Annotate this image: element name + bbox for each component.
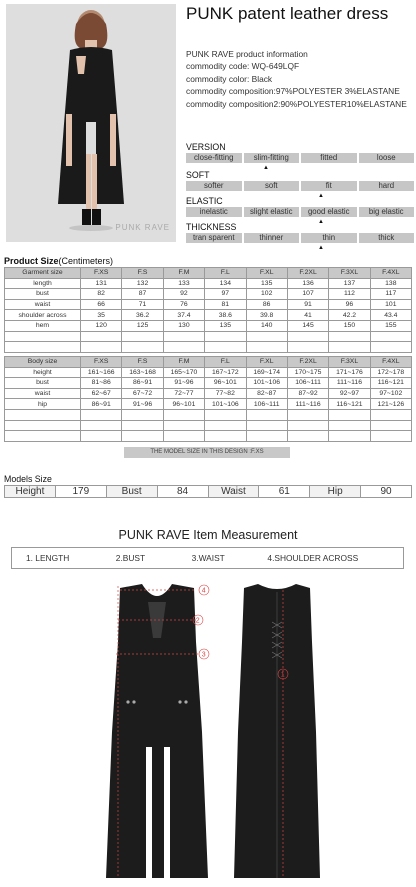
table-cell: 91~96	[122, 399, 163, 410]
table-cell	[370, 420, 411, 431]
table-cell	[287, 431, 328, 442]
table-cell	[329, 431, 370, 442]
table-cell: 134	[205, 278, 246, 289]
table-cell	[205, 331, 246, 342]
models-cell: 179	[56, 486, 107, 497]
table-cell: 91~96	[163, 378, 204, 389]
table-header-cell: F.S	[122, 357, 163, 368]
table-cell	[163, 420, 204, 431]
scale-option: slight elastic	[244, 207, 300, 217]
table-row	[5, 431, 412, 442]
table-cell: 121~126	[370, 399, 411, 410]
table-cell: 111~116	[329, 378, 370, 389]
models-size-row	[4, 485, 412, 498]
table-cell: 62~67	[81, 388, 122, 399]
row-label: bust	[5, 378, 81, 389]
table-cell: 172~178	[370, 367, 411, 378]
scale-option: thin	[301, 233, 357, 243]
table-cell: 165~170	[163, 367, 204, 378]
table-row	[5, 367, 412, 378]
table-cell: 92	[163, 289, 204, 300]
table-cell	[81, 331, 122, 342]
table-cell	[246, 409, 287, 420]
table-cell	[370, 431, 411, 442]
measurement-legend	[11, 547, 404, 569]
table-header-cell: F.3XL	[329, 268, 370, 279]
table-header-cell: F.4XL	[370, 268, 411, 279]
table-cell	[81, 409, 122, 420]
table-cell: 97~102	[370, 388, 411, 399]
row-label: height	[5, 367, 81, 378]
table-cell	[370, 409, 411, 420]
measurement-item: 3.WAIST	[191, 553, 225, 563]
table-cell: 135	[246, 278, 287, 289]
table-cell: 41	[287, 310, 328, 321]
product-info	[186, 48, 407, 110]
table-cell: 38.6	[205, 310, 246, 321]
info-line: commodity code: WQ-649LQF	[186, 61, 300, 72]
table-cell	[329, 331, 370, 342]
table-cell: 112	[329, 289, 370, 300]
table-header-cell: F.M	[163, 268, 204, 279]
table-cell: 135	[205, 320, 246, 331]
table-cell: 82~87	[246, 388, 287, 399]
table-cell: 101~106	[205, 399, 246, 410]
table-cell: 163~168	[122, 367, 163, 378]
table-header-cell: F.XL	[246, 268, 287, 279]
info-line: commodity composition2:90%POLYESTER10%ELASTANE	[186, 98, 407, 109]
table-cell: 138	[370, 278, 411, 289]
table-cell	[205, 431, 246, 442]
table-cell: 116~121	[329, 399, 370, 410]
table-cell: 171~176	[329, 367, 370, 378]
table-cell	[329, 342, 370, 353]
product-size-title	[4, 256, 113, 266]
table-row	[5, 409, 412, 420]
section-title-unit: (Centimeters)	[58, 256, 114, 266]
table-cell	[246, 331, 287, 342]
table-cell	[287, 420, 328, 431]
table-cell	[329, 420, 370, 431]
table-row	[5, 331, 412, 342]
table-cell: 87~92	[287, 388, 328, 399]
info-line: commodity color: Black	[186, 73, 273, 84]
table-cell: 72~77	[163, 388, 204, 399]
table-header-row	[5, 357, 412, 368]
scale-version	[186, 142, 414, 171]
scale-option: fit	[301, 181, 357, 191]
table-cell	[287, 342, 328, 353]
dress-front-diagram	[98, 582, 216, 882]
models-cell: 84	[158, 486, 209, 497]
table-cell: 131	[81, 278, 122, 289]
table-header-cell: F.XS	[81, 268, 122, 279]
table-cell	[122, 431, 163, 442]
scale-option: close-fitting	[186, 153, 242, 163]
info-line: commodity composition:97%POLYESTER 3%ELASTANE	[186, 86, 400, 97]
table-cell: 36.2	[122, 310, 163, 321]
table-cell: 96	[329, 299, 370, 310]
table-cell: 106~111	[287, 378, 328, 389]
table-cell: 92~97	[329, 388, 370, 399]
table-header-cell: F.S	[122, 268, 163, 279]
models-cell: Waist	[209, 486, 260, 497]
table-cell: 39.8	[246, 310, 287, 321]
models-cell: Height	[5, 486, 56, 497]
table-cell: 101	[370, 299, 411, 310]
table-cell: 170~175	[287, 367, 328, 378]
table-header-cell: F.2XL	[287, 357, 328, 368]
models-size-title: Models Size	[4, 474, 52, 484]
table-row	[5, 320, 412, 331]
selection-arrow-icon: ▲	[318, 245, 324, 251]
table-row	[5, 289, 412, 300]
table-cell: 87	[122, 289, 163, 300]
table-cell	[163, 342, 204, 353]
product-photo	[6, 4, 176, 242]
scale-option: soft	[244, 181, 300, 191]
table-cell: 116~121	[370, 378, 411, 389]
table-cell	[205, 409, 246, 420]
table-row	[5, 299, 412, 310]
models-cell: 90	[380, 486, 392, 497]
scale-option: loose	[359, 153, 415, 163]
table-cell: 96~101	[163, 399, 204, 410]
table-cell: 130	[163, 320, 204, 331]
table-header-cell: Body size	[5, 357, 81, 368]
table-cell: 66	[81, 299, 122, 310]
table-cell: 81~86	[81, 378, 122, 389]
table-header-cell: F.XL	[246, 357, 287, 368]
row-label	[5, 331, 81, 342]
marker-length: 1	[280, 671, 285, 679]
selection-arrow-icon: ▲	[318, 193, 324, 199]
garment-size-table	[4, 267, 412, 353]
table-cell: 107	[287, 289, 328, 300]
models-cell: Bust	[107, 486, 158, 497]
scale-option: thinner	[244, 233, 300, 243]
marker-waist: 3	[201, 651, 206, 659]
table-row	[5, 388, 412, 399]
table-cell: 111~116	[287, 399, 328, 410]
table-cell	[246, 431, 287, 442]
table-cell	[287, 409, 328, 420]
table-cell: 155	[370, 320, 411, 331]
marker-shoulder: 4	[201, 587, 206, 595]
measurement-item: 2.BUST	[115, 553, 146, 563]
measurement-item: 4.SHOULDER ACROSS	[267, 553, 359, 563]
section-title-text: Product Size	[4, 256, 59, 266]
table-cell: 82	[81, 289, 122, 300]
row-label: length	[5, 278, 81, 289]
marker-bust: 2	[195, 617, 200, 625]
table-cell: 161~166	[81, 367, 122, 378]
table-cell: 77~82	[205, 388, 246, 399]
table-cell: 145	[287, 320, 328, 331]
info-line: PUNK RAVE product information	[186, 49, 308, 59]
table-cell	[163, 331, 204, 342]
table-cell: 132	[122, 278, 163, 289]
table-cell	[370, 342, 411, 353]
scale-option: softer	[186, 181, 242, 191]
table-cell	[81, 420, 122, 431]
row-label: waist	[5, 299, 81, 310]
table-cell: 76	[163, 299, 204, 310]
model-size-note: THE MODEL SIZE IN THIS DESIGN :F.XS	[124, 447, 290, 458]
table-header-cell: F.3XL	[329, 357, 370, 368]
table-row	[5, 378, 412, 389]
scale-label: SOFT	[186, 170, 210, 180]
table-cell: 167~172	[205, 367, 246, 378]
scale-label: VERSION	[186, 142, 226, 152]
table-cell: 81	[205, 299, 246, 310]
row-label	[5, 431, 81, 442]
scale-label: ELASTIC	[186, 196, 223, 206]
table-cell: 71	[122, 299, 163, 310]
table-header-cell: F.L	[205, 268, 246, 279]
table-header-cell: F.M	[163, 357, 204, 368]
selection-arrow-icon: ▲	[318, 219, 324, 225]
table-cell: 43.4	[370, 310, 411, 321]
scale-elastic	[186, 196, 414, 225]
table-cell	[122, 342, 163, 353]
table-row	[5, 342, 412, 353]
row-label: bust	[5, 289, 81, 300]
row-label	[5, 342, 81, 353]
models-cell: Hip	[310, 486, 361, 497]
table-cell: 67~72	[122, 388, 163, 399]
table-cell: 35	[81, 310, 122, 321]
scale-option: fitted	[301, 153, 357, 163]
row-label: hip	[5, 399, 81, 410]
watermark: PUNK RAVE	[115, 223, 170, 232]
table-cell: 96~101	[205, 378, 246, 389]
model-photo-illustration	[6, 4, 176, 242]
table-cell: 136	[287, 278, 328, 289]
table-cell: 133	[163, 278, 204, 289]
models-cell: 61	[259, 486, 310, 497]
scale-label: THICKNESS	[186, 222, 237, 232]
table-header-cell: F.4XL	[370, 357, 411, 368]
table-row	[5, 310, 412, 321]
table-cell	[122, 420, 163, 431]
table-cell: 42.2	[329, 310, 370, 321]
row-label	[5, 409, 81, 420]
table-row	[5, 399, 412, 410]
row-label: hem	[5, 320, 81, 331]
table-cell: 97	[205, 289, 246, 300]
table-cell	[246, 342, 287, 353]
table-cell	[205, 342, 246, 353]
row-label: shoulder across	[5, 310, 81, 321]
row-label: waist	[5, 388, 81, 399]
table-cell	[163, 431, 204, 442]
table-cell	[163, 409, 204, 420]
table-header-cell: F.L	[205, 357, 246, 368]
table-cell	[81, 342, 122, 353]
table-cell: 101~106	[246, 378, 287, 389]
table-cell: 120	[81, 320, 122, 331]
table-cell: 86~91	[81, 399, 122, 410]
product-title: PUNK patent leather dress	[186, 4, 389, 23]
table-cell: 106~111	[246, 399, 287, 410]
table-cell	[205, 420, 246, 431]
table-cell: 125	[122, 320, 163, 331]
dress-back-diagram	[228, 582, 326, 882]
table-cell: 91	[287, 299, 328, 310]
scale-option: good elastic	[301, 207, 357, 217]
row-label	[5, 420, 81, 431]
table-cell: 86	[246, 299, 287, 310]
measurement-item: 1. LENGTH	[26, 553, 70, 563]
measurement-title: PUNK RAVE Item Measurement	[118, 528, 298, 542]
table-row	[5, 278, 412, 289]
table-cell: 140	[246, 320, 287, 331]
table-header-cell: F.XS	[81, 357, 122, 368]
table-header-row	[5, 268, 412, 279]
table-cell	[122, 331, 163, 342]
scale-option: big elastic	[359, 207, 415, 217]
table-cell	[329, 409, 370, 420]
selection-arrow-icon: ▲	[263, 165, 269, 171]
scale-soft	[186, 170, 414, 199]
table-cell	[287, 331, 328, 342]
table-cell	[122, 409, 163, 420]
scale-option: tran sparent	[186, 233, 242, 243]
table-cell	[81, 431, 122, 442]
scale-thickness	[186, 222, 414, 251]
table-cell: 86~91	[122, 378, 163, 389]
table-header-cell: F.2XL	[287, 268, 328, 279]
table-row	[5, 420, 412, 431]
table-cell: 102	[246, 289, 287, 300]
table-cell: 169~174	[246, 367, 287, 378]
scale-option: inelastic	[186, 207, 242, 217]
table-cell: 137	[329, 278, 370, 289]
table-header-cell: Garment size	[5, 268, 81, 279]
table-cell: 37.4	[163, 310, 204, 321]
table-cell: 117	[370, 289, 411, 300]
scale-option: hard	[359, 181, 415, 191]
table-cell: 150	[329, 320, 370, 331]
table-cell	[246, 420, 287, 431]
body-size-table	[4, 356, 412, 442]
scale-option: thick	[359, 233, 415, 243]
table-cell	[370, 331, 411, 342]
scale-option: slim-fitting	[244, 153, 300, 163]
